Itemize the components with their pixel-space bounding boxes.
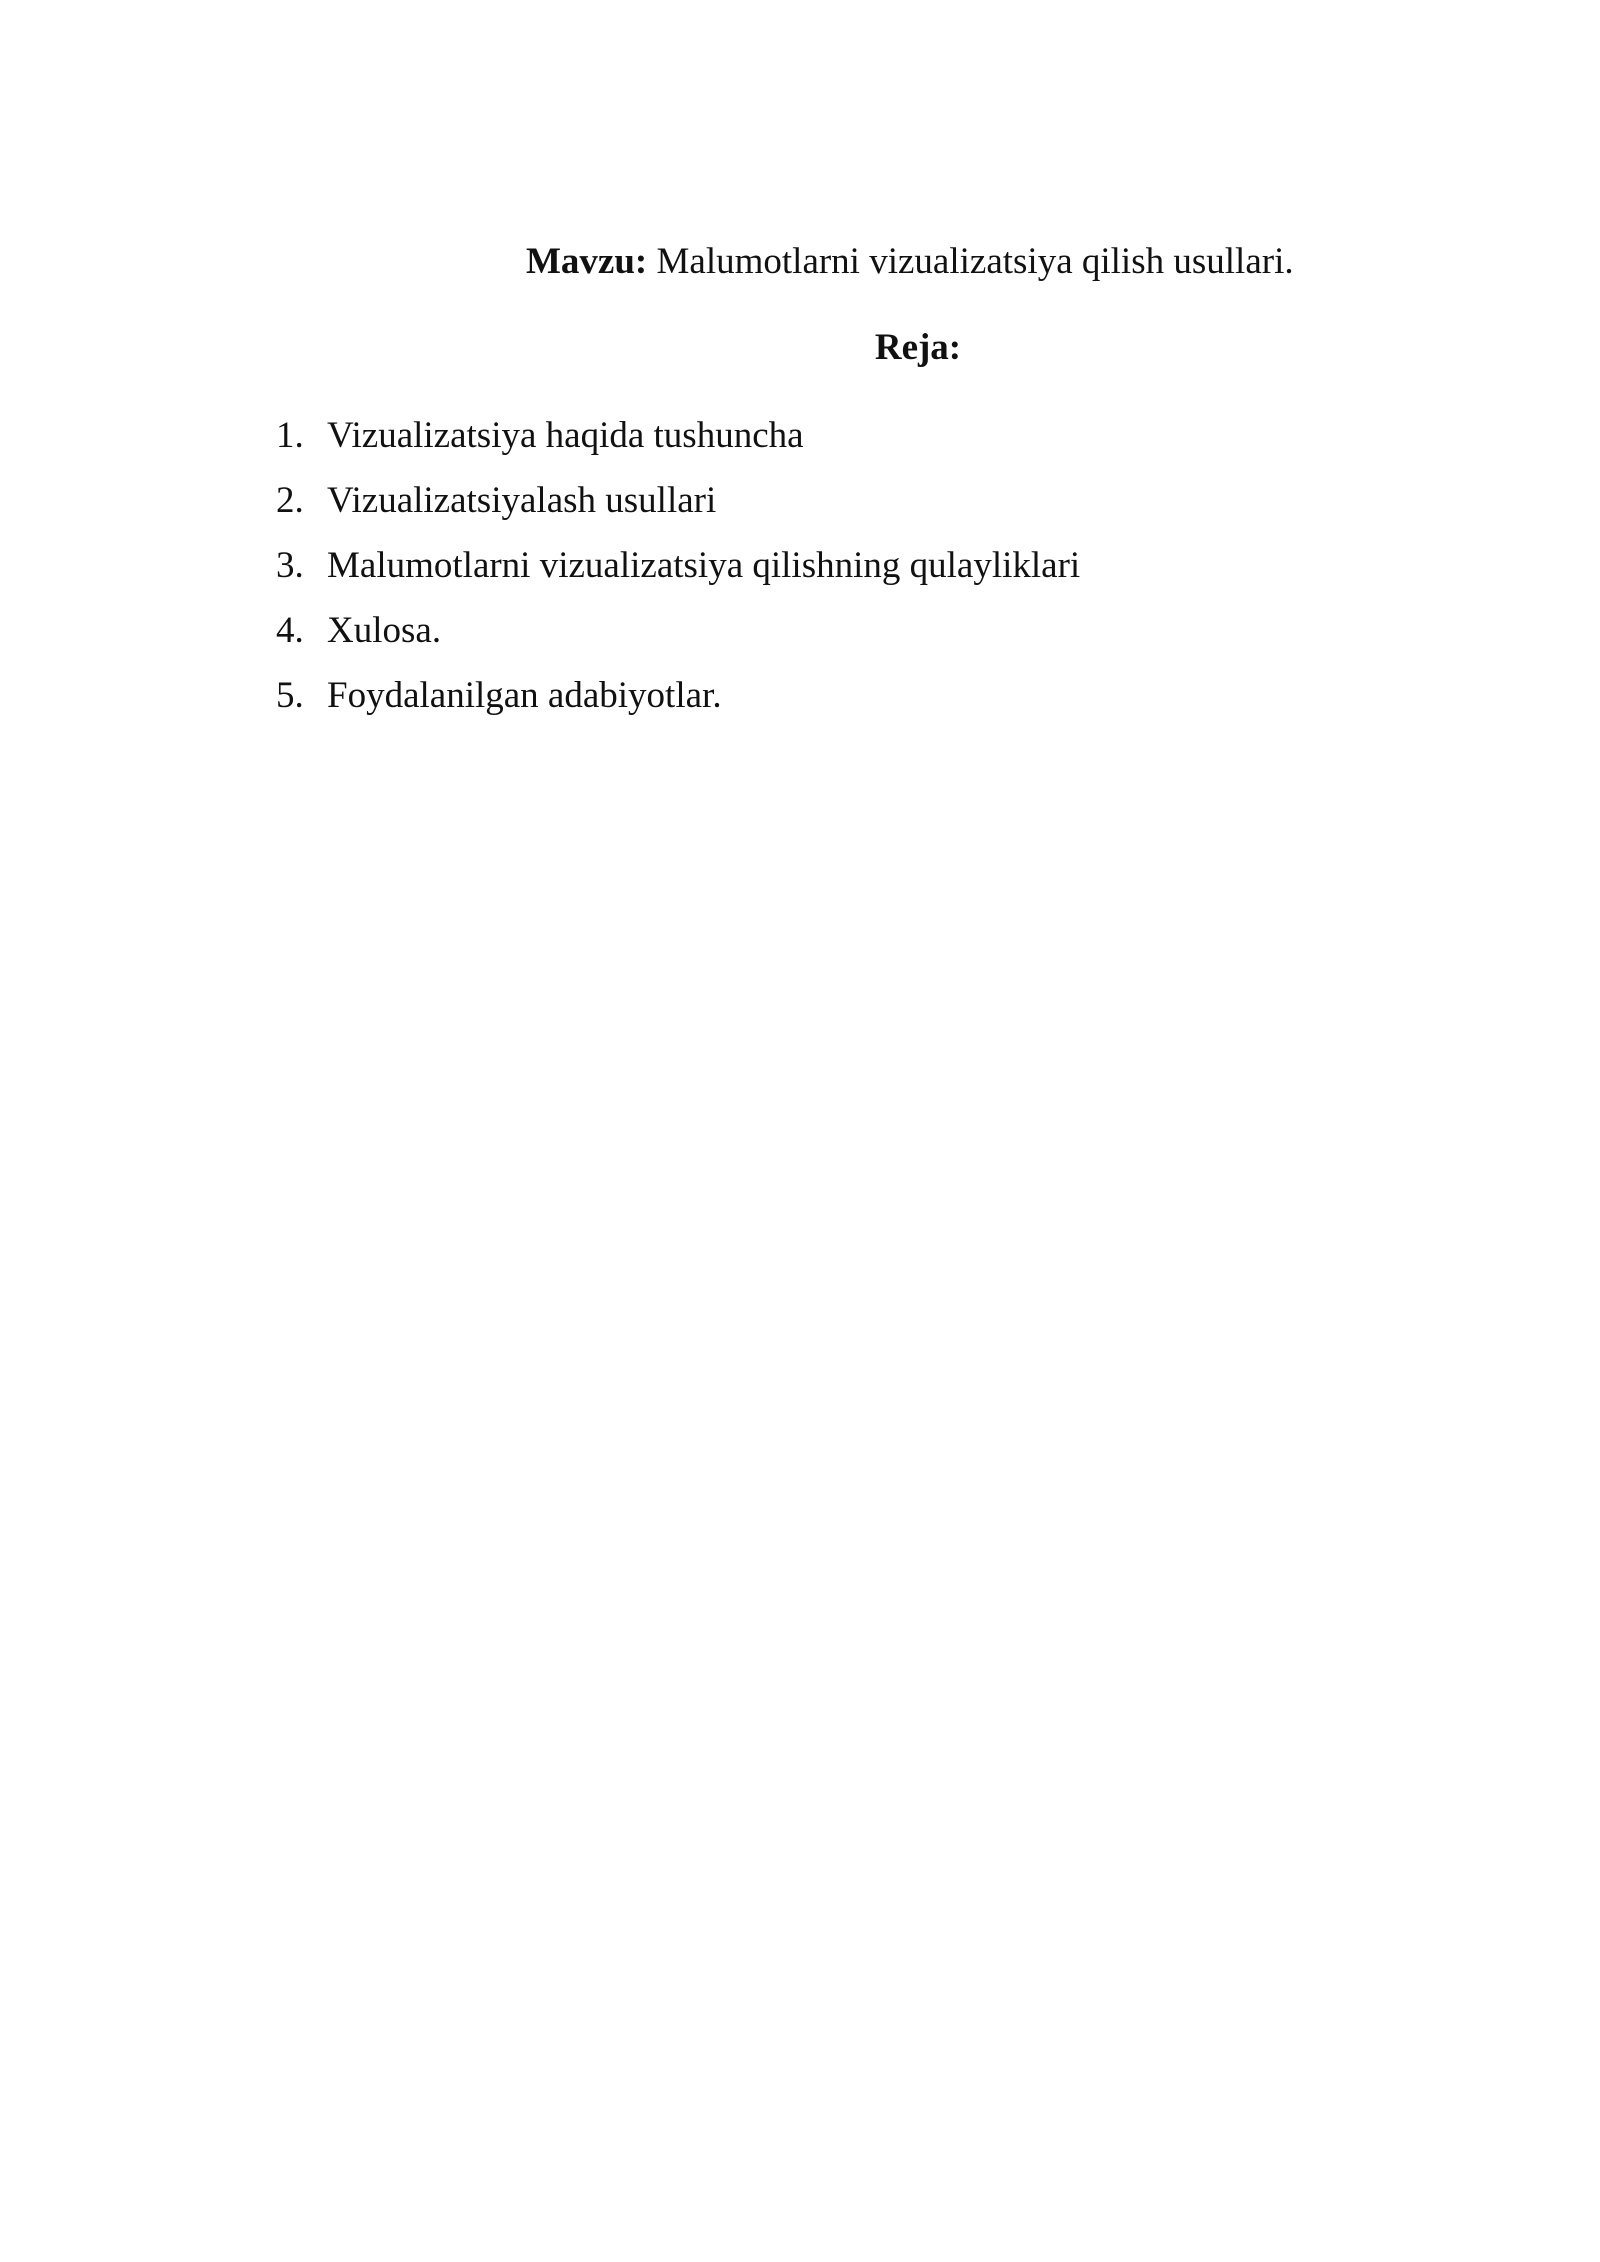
plan-item-number: 1. xyxy=(276,415,304,456)
plan-item-text: Foydalanilgan adabiyotlar. xyxy=(327,675,722,716)
plan-item-text: Malumotlarni vizualizatsiya qilishning qulayliklari xyxy=(327,545,1081,586)
plan-item-text: Vizualizatsiyalash usullari xyxy=(327,480,717,521)
plan-item xyxy=(276,670,1080,735)
plan-item-number: 5. xyxy=(276,675,304,716)
plan-item xyxy=(276,605,1080,670)
plan-item xyxy=(276,410,1080,475)
plan-item-text: Vizualizatsiya haqida tushuncha xyxy=(327,415,804,456)
topic-label: Mavzu: xyxy=(526,241,648,282)
plan-item-text: Xulosa. xyxy=(327,610,442,651)
plan-item-number: 4. xyxy=(276,610,304,651)
topic-text: Malumotlarni vizualizatsiya qilish usullari. xyxy=(656,241,1294,282)
topic-line xyxy=(526,236,1294,288)
plan-item-number: 3. xyxy=(276,545,304,586)
plan-item xyxy=(276,540,1080,605)
plan-list xyxy=(276,410,1080,735)
plan-item-number: 2. xyxy=(276,480,304,521)
plan-heading: Reja: xyxy=(874,327,962,368)
plan-item xyxy=(276,475,1080,540)
